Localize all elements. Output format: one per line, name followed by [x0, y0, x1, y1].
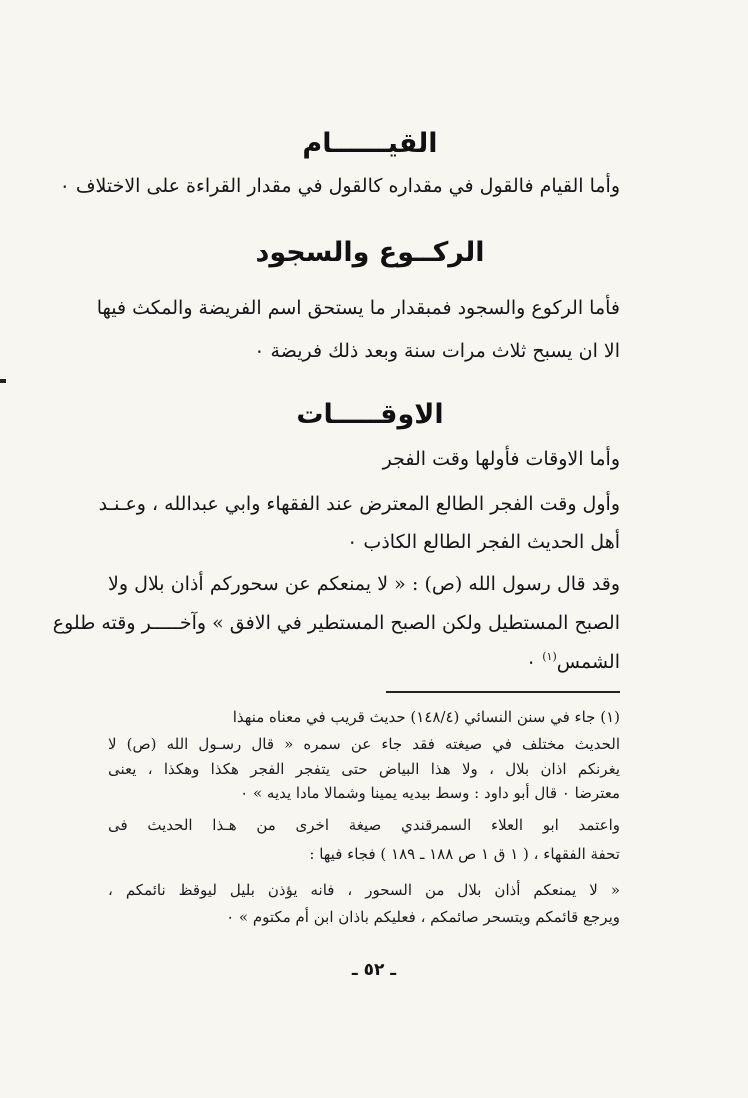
text-awqat-line-2: وأول وقت الفجر الطالع المعترض عند الفقهاء وابي عبدالله ، وعـنـد [98, 493, 620, 515]
footnote-line-3: يغرنكم اذان بلال ، ولا هذا البياض حتى يتفجر الفجر هكذا وهكذا ، يعنى [108, 760, 620, 778]
heading-qiyam: القيــــــام [302, 128, 438, 159]
heading-awqat: الاوقـــــات [296, 399, 444, 430]
text-awqat-line-6-main: الشمس [556, 651, 620, 673]
text-awqat-line-1: وأما الاوقات فأولها وقت الفجر [382, 448, 620, 470]
text-awqat-line-4: وقد قال رسول الله (ص) : « لا يمنعكم عن سحوركم أذان بلال ولا [108, 573, 620, 595]
text-awqat-line-5: الصبح المستطيل ولكن الصبح المستطير في الافق » وآخـــــر وقته طلوع [52, 612, 620, 634]
text-awqat-line-6-end: ٠ [525, 651, 543, 673]
text-awqat-line-6 [108, 648, 620, 679]
footnote-line-6: تحفة الفقهاء ، ( ١ ق ١ ص ١٨٨ ـ ١٨٩ ) فجاء فيها : [309, 845, 620, 863]
footnote-separator [386, 691, 620, 693]
text-ruku-line-1: فأما الركوع والسجود فمبقدار ما يستحق اسم الفريضة والمكث فيها [96, 297, 620, 319]
footnote-line-5: واعتمد ابو العلاء السمرقندي صيغة اخرى من هـذا الحديث فى [108, 816, 620, 834]
footnote-line-2: الحديث مختلف في صيغته فقد جاء عن سمره « قال رسـول الله (ص) لا [108, 735, 620, 753]
text-qiyam-line-1: وأما القيام فالقول في مقداره كالقول في مقدار القراءة على الاختلاف ٠ [59, 175, 620, 197]
footnote-line-8: ويرجع قائمكم ويتسحر صائمكم ، فعليكم باذان ابن أم مكتوم » ٠ [226, 908, 620, 926]
page-number: ـ ٥٢ ـ [351, 960, 397, 980]
heading-ruku-sujud: الركــوع والسجود [255, 237, 485, 268]
footnote-reference: (١) [542, 650, 557, 663]
footnote-line-4: معترضا ٠ قال أبو داود : وسط بيديه يمينا وشمالا مادا يديه » ٠ [240, 784, 620, 802]
footnote-line-1: (١) جاء في سنن النسائي (١٤٨/٤) حديث قريب في معناه منهذا [232, 708, 620, 726]
footnote-line-7: « لا يمنعكم أذان بلال من السحور ، فانه يؤذن بليل ليوقظ نائمكم ، [108, 881, 620, 899]
margin-mark [0, 379, 6, 383]
text-ruku-line-2: الا ان يسبح ثلاث مرات سنة وبعد ذلك فريضة ٠ [254, 340, 620, 362]
text-awqat-line-3: أهل الحديث الفجر الطالع الكاذب ٠ [347, 531, 620, 553]
